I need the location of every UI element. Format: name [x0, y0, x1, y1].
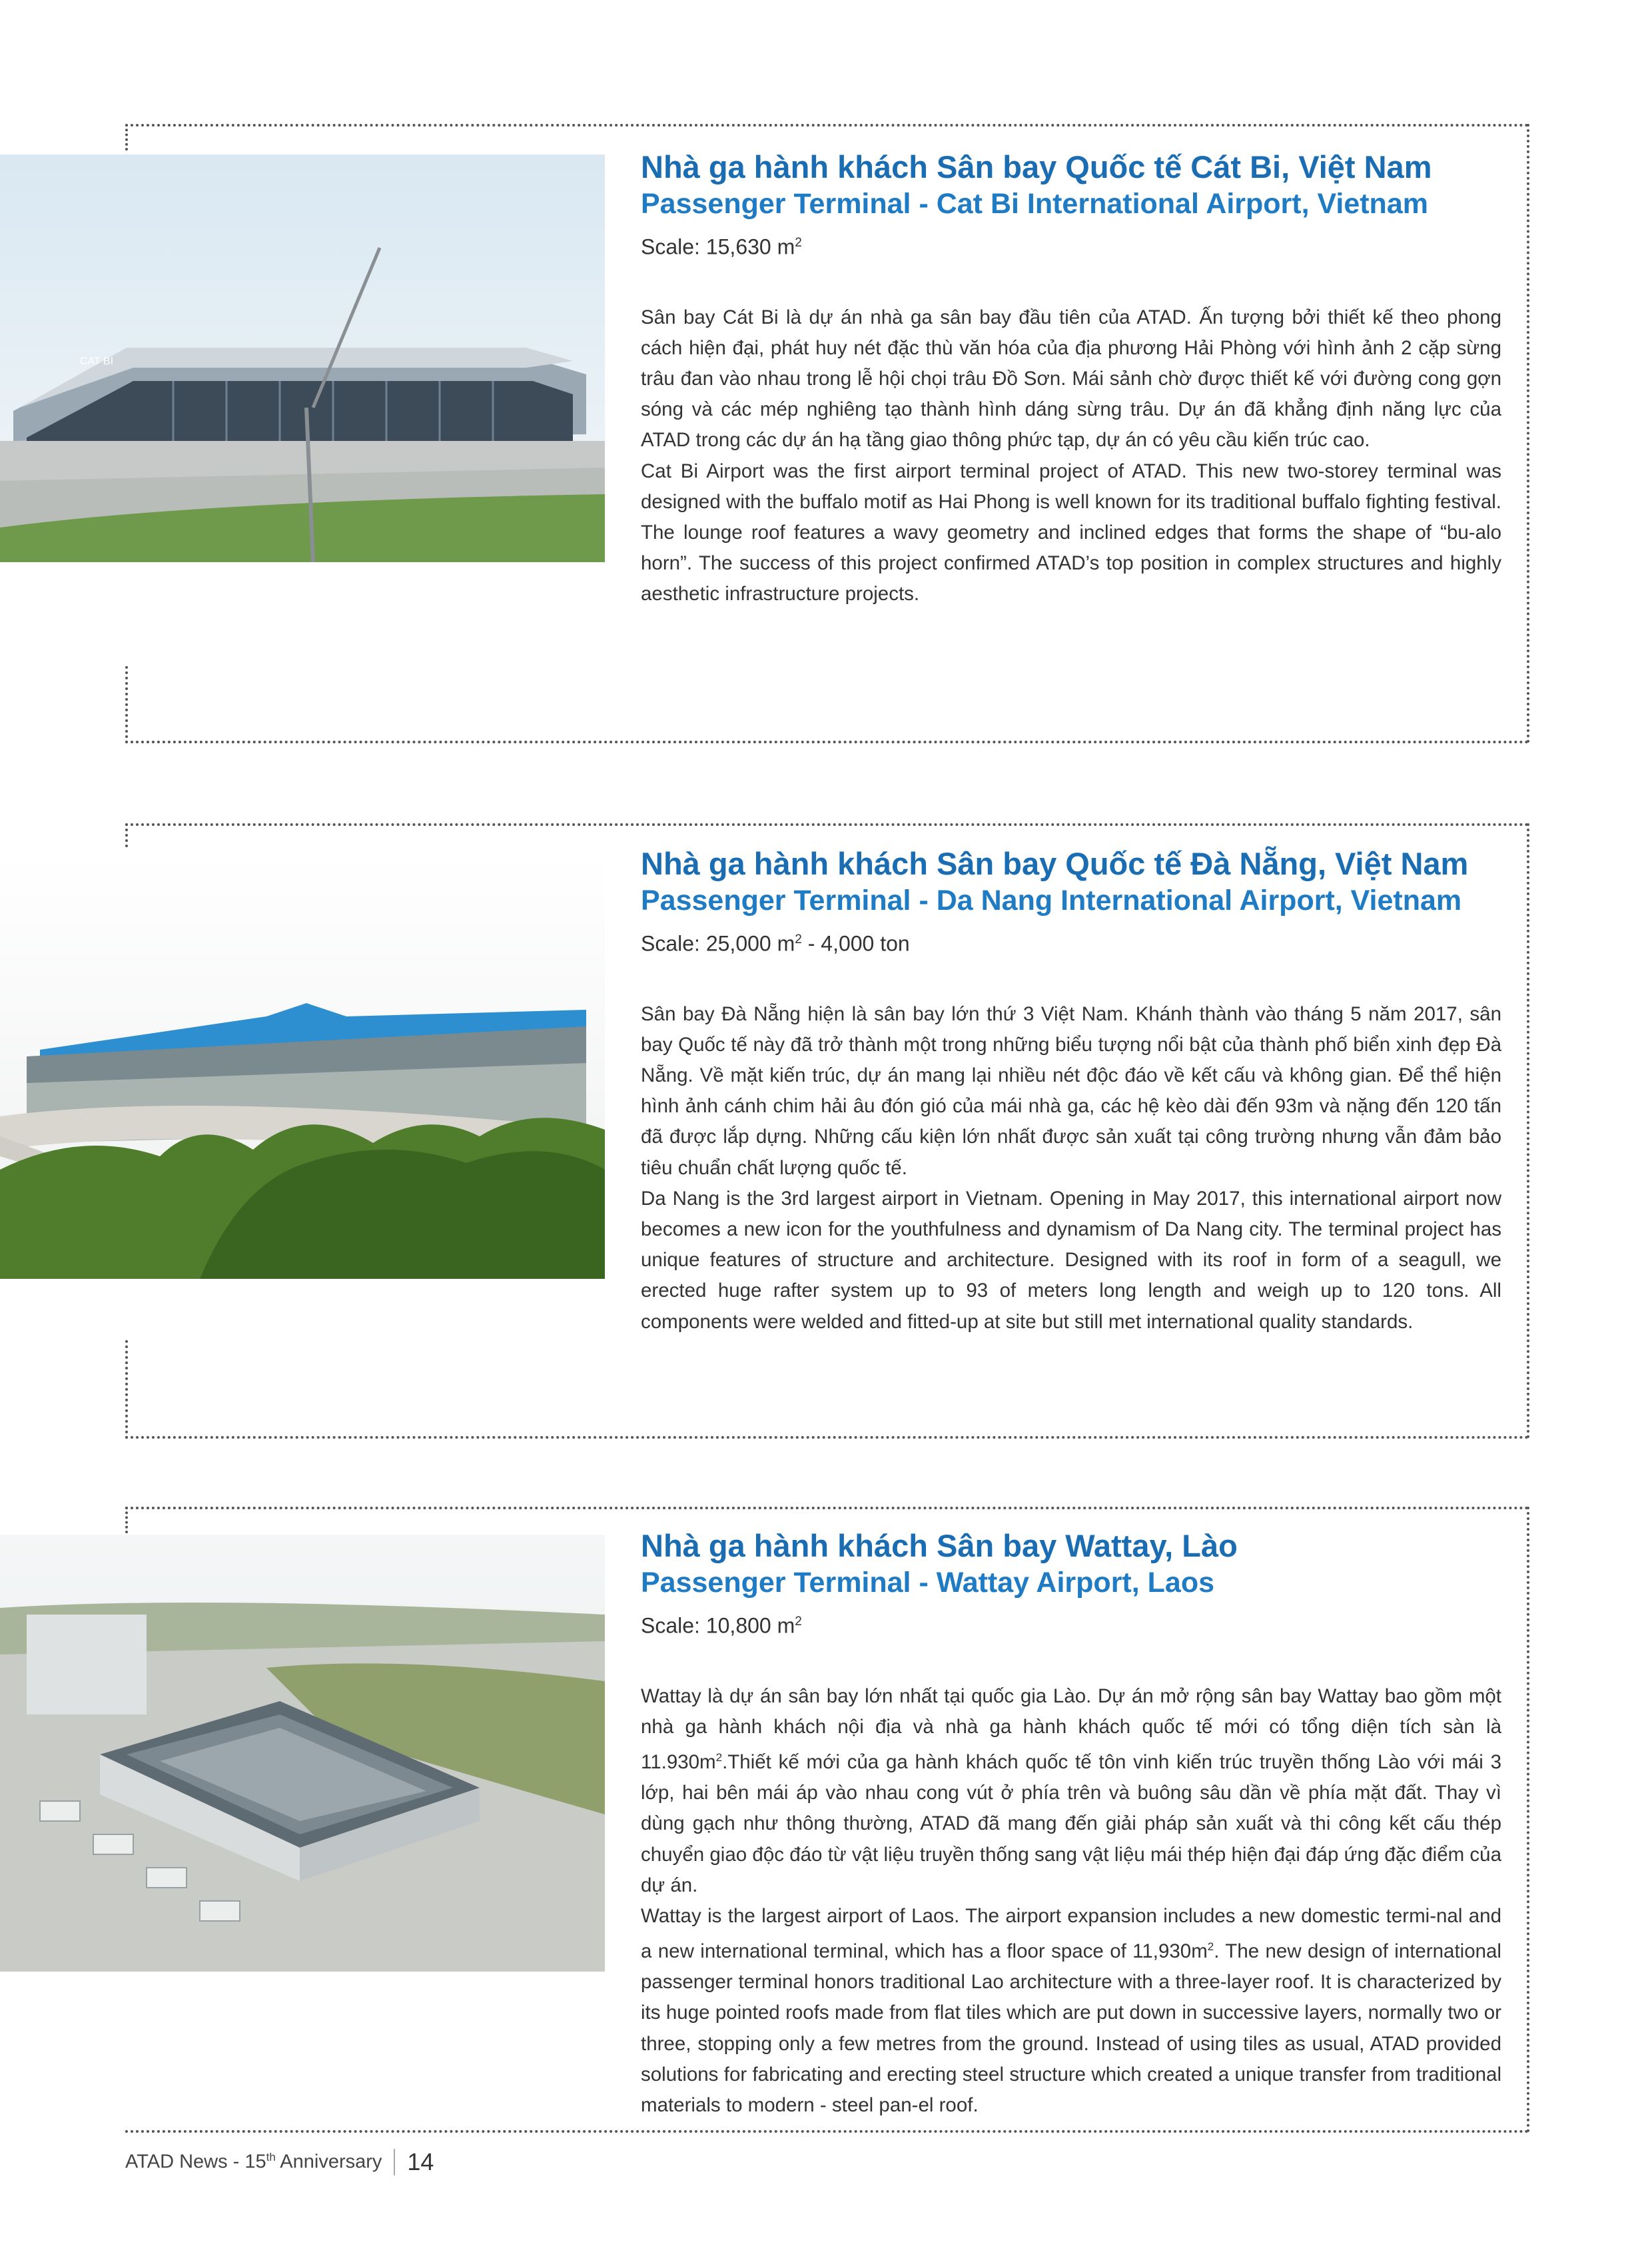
wattay-text [641, 1527, 1501, 2121]
description-vn: Wattay là dự án sân bay lớn nhất tại quốc gia Lào. Dự án mở rộng sân bay Wattay bao gồm một nhà ga hành khách nội địa và nhà ga hành khách quốc tế mới có tổng diện tích sàn là $11.930m^2.Thiết$ kế mới của ga hành khách quốc tế tôn vinh kiến trúc truyền thống Lào với mái 3 lớp, hai bên mái áp vào nhau cong vút ở phía trên và buông sâu dần về phía mặt đất. Thay vì dùng gạch như thông thường, ATAD đã mang đến giải pháp sản xuất và thi công kết cấu thép chuyển giao độc đáo từ vật liệu truyền thống sang vật liệu mái thép hiện đại đáp ứng đặc điểm của dự án. [641, 1684, 1501, 1896]
box-left-border [125, 823, 128, 847]
description-en: Cat Bi Airport was the first airport terminal project of ATAD. This new two-storey terminal was designed with the buffalo motif as Hai Phong is well known for its traditional buffalo fighting festival. The lounge roof features a wavy geometry and inclined edges that forms the shape of “bu-alo horn”. The success of this project confirmed ATAD’s top position in complex structures and highly aesthetic infrastructure projects. [641, 460, 1501, 605]
page-footer [125, 2148, 434, 2176]
footer-divider [394, 2149, 395, 2175]
project-scale: Scale: 10,800 $m^2$ [641, 1613, 802, 1638]
description-en: Da Nang is the 3rd largest airport in Vietnam. Opening in May 2017, this international airport now becomes a new icon for the youthfulness and dynamism of Da Nang city. The terminal project has unique features of structure and architecture. Designed with its roof in form of a seagull, we erected huge rafter system up to 93 of meters long length and weigh up to 120 tons. All components were welded and fitted-up at site but still met international quality standards. [641, 1187, 1501, 1333]
box-left-border [125, 666, 128, 743]
project-title-vn: Nhà ga hành khách Sân bay Quốc tế Cát Bi, Việt Nam [641, 149, 1432, 185]
project-title-en: Passenger Terminal - Wattay Airport, Laos [641, 1567, 1215, 1599]
cat-bi-terminal-photo [0, 155, 605, 562]
da-nang-text [641, 845, 1501, 1337]
project-title-en: Passenger Terminal - Cat Bi International Airport, Vietnam [641, 188, 1428, 220]
project-title-vn: Nhà ga hành khách Sân bay Wattay, Lào [641, 1528, 1238, 1563]
box-left-border [125, 124, 128, 151]
da-nang-terminal-photo [0, 850, 605, 1279]
svg-text:CAT BI: CAT BI [80, 356, 114, 367]
project-title-en: Passenger Terminal - Da Nang International Airport, Vietnam [641, 885, 1462, 917]
description-vn: Sân bay Đà Nẵng hiện là sân bay lớn thứ 3 Việt Nam. Khánh thành vào tháng 5 năm 2017, sân bay Quốc tế này đã trở thành một trong những biểu tượng nổi bật của thành phố biển xinh đẹp Đà Nẵng. Về mặt kiến trúc, dự án mang lại nhiều nét độc đáo về kết cấu và không gian. Để thể hiện hình ảnh cánh chim hải âu đón gió của mái nhà ga, các hệ kèo dài đến 93m và nặng đến 120 tấn đã được lắp dựng. Những cấu kiện lớn nhất được sản xuất tại công trường nhưng vẫn đảm bảo tiêu chuẩn chất lượng quốc tế. [641, 1002, 1501, 1179]
project-scale: Scale: 15,630 $m^2$ [641, 234, 802, 259]
box-left-border [125, 1507, 128, 1533]
page-number: 14 [407, 2148, 434, 2175]
footer-label: ATAD News - 15th Anniversary [125, 2151, 382, 2173]
description-vn: Sân bay Cát Bi là dự án nhà ga sân bay đầu tiên của ATAD. Ấn tượng bởi thiết kế theo phong cách hiện đại, phát huy nét đặc thù văn hóa của địa phương Hải Phòng với hình ảnh 2 cặp sừng trâu đan vào nhau trong lễ hội chọi trâu Đồ Sơn. Mái sảnh chờ được thiết kế với đường cong gợn sóng và các mép nghiêng tạo thành hình dáng sừng trâu. Dự án đã khẳng định năng lực của ATAD trong các dự án hạ tầng giao thông phức tạp, dự án có yêu cầu kiến trúc cao. [641, 306, 1501, 452]
description-en: Wattay is the largest airport of Laos. The airport expansion includes a new domestic termi-nal and a new international terminal, which has a floor space of $11,930m^2$. The new design of international passenger terminal honors traditional Lao architecture with a three-layer roof. It is characterized by its huge pointed roofs made from flat tiles which are put down in successive layers, normally two or three, stopping only a few metres from the ground. Instead of using tiles as usual, ATAD provided solutions for fabricating and erecting steel structure which created a unique transfer from traditional materials to modern - steel pan-el roof. [641, 1904, 1501, 2116]
box-left-border [125, 1340, 128, 1439]
cat-bi-text [641, 148, 1501, 610]
project-title-vn: Nhà ga hành khách Sân bay Quốc tế Đà Nẵng, Việt Nam [641, 846, 1469, 881]
project-scale: Scale: 25,000 $m^2 - 4,000$ ton [641, 931, 910, 956]
wattay-terminal-photo [0, 1535, 605, 1972]
